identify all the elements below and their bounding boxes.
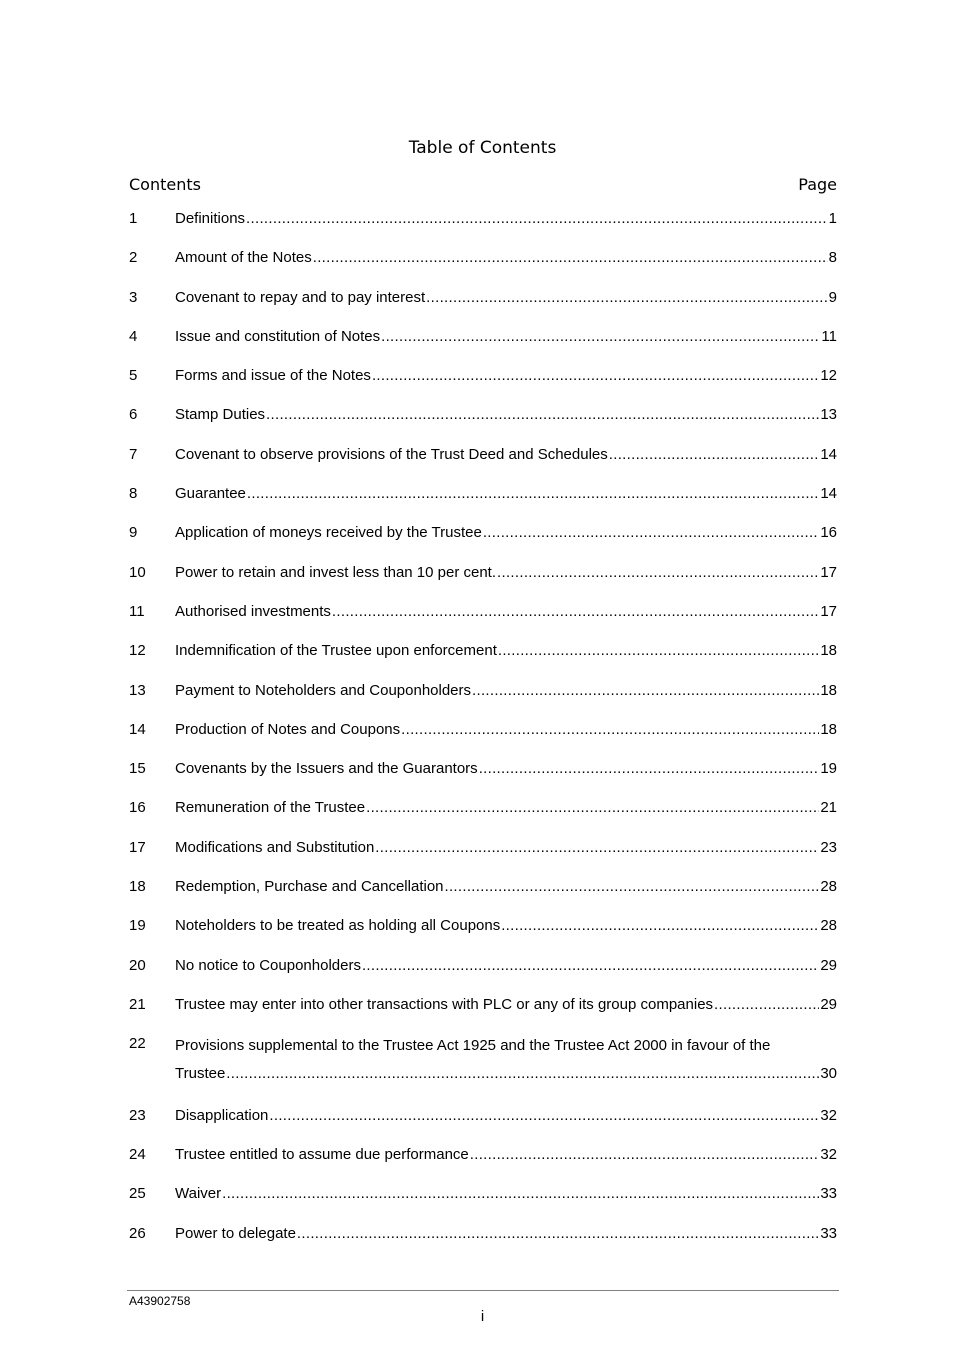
toc-entry-number: 3 xyxy=(129,288,138,306)
dot-leader xyxy=(362,954,819,978)
toc-entry-page: 33 xyxy=(820,1185,837,1203)
toc-entry-12[interactable] xyxy=(129,639,837,663)
toc-entry-16[interactable] xyxy=(129,796,837,820)
document-reference: A43902758 xyxy=(129,1294,191,1308)
contents-column-heading: Contents xyxy=(129,175,201,194)
toc-entry-title-line1: Provisions supplemental to the Trustee Act 1925 and the Trustee Act 2000 in favour of the xyxy=(175,1037,771,1055)
dot-leader xyxy=(246,207,828,231)
toc-entry-number: 13 xyxy=(129,681,146,699)
dot-leader xyxy=(366,796,819,820)
toc-entry-number: 19 xyxy=(129,917,146,935)
toc-entry-8[interactable] xyxy=(129,482,837,506)
toc-entry-title: Covenant to observe provisions of the Trust Deed and Schedules xyxy=(175,445,608,463)
dot-leader xyxy=(222,1182,819,1206)
toc-entry-page: 29 xyxy=(820,995,837,1013)
toc-entry-25[interactable] xyxy=(129,1182,837,1206)
dot-leader xyxy=(247,482,819,506)
toc-entry-page: 17 xyxy=(820,563,837,581)
toc-entry-18[interactable] xyxy=(129,875,837,899)
toc-entry-page: 33 xyxy=(820,1224,837,1242)
dot-leader xyxy=(498,639,819,663)
dot-leader xyxy=(375,836,819,860)
toc-entry-page: 30 xyxy=(820,1065,837,1083)
dot-leader xyxy=(426,286,827,310)
toc-entry-number: 24 xyxy=(129,1146,146,1164)
toc-entry-page: 8 xyxy=(828,249,837,267)
toc-entry-title: Indemnification of the Trustee upon enforcement xyxy=(175,642,497,660)
toc-entry-page: 14 xyxy=(820,445,837,463)
toc-entry-number: 18 xyxy=(129,878,146,896)
toc-entry-page: 29 xyxy=(820,956,837,974)
toc-entry-page: 9 xyxy=(828,288,837,306)
dot-leader xyxy=(332,600,819,624)
dot-leader xyxy=(381,325,820,349)
dot-leader xyxy=(483,521,819,545)
toc-entry-page: 16 xyxy=(820,524,837,542)
toc-entry-5[interactable] xyxy=(129,364,837,388)
toc-entry-title: Disapplication xyxy=(175,1106,269,1124)
toc-entry-title: Forms and issue of the Notes xyxy=(175,367,371,385)
toc-entry-title: Power to retain and invest less than 10 per cent. xyxy=(175,563,497,581)
toc-entry-page: 32 xyxy=(820,1146,837,1164)
toc-list xyxy=(129,207,837,1261)
toc-entry-number: 4 xyxy=(129,327,138,345)
toc-entry-page: 11 xyxy=(821,327,837,345)
toc-entry-22[interactable] xyxy=(129,1032,837,1088)
toc-entry-title: Covenant to repay and to pay interest xyxy=(175,288,426,306)
toc-entry-page: 14 xyxy=(820,485,837,503)
dot-leader xyxy=(479,757,820,781)
toc-entry-number: 12 xyxy=(129,642,146,660)
toc-entry-2[interactable] xyxy=(129,246,837,270)
toc-entry-title: Remuneration of the Trustee xyxy=(175,799,366,817)
toc-entry-title: Stamp Duties xyxy=(175,406,266,424)
toc-entry-title: Payment to Noteholders and Couponholders xyxy=(175,681,472,699)
dot-leader xyxy=(609,443,820,467)
toc-entry-number: 10 xyxy=(129,563,146,581)
dot-leader xyxy=(372,364,819,388)
dot-leader xyxy=(470,1143,820,1167)
toc-entry-9[interactable] xyxy=(129,521,837,545)
toc-entry-number: 20 xyxy=(129,956,146,974)
toc-entry-title: Production of Notes and Coupons xyxy=(175,720,401,738)
toc-entry-page: 18 xyxy=(820,720,837,738)
toc-entry-number: 11 xyxy=(129,602,145,620)
dot-leader xyxy=(401,718,819,742)
toc-entry-3[interactable] xyxy=(129,286,837,310)
toc-entry-title: Power to delegate xyxy=(175,1224,296,1242)
toc-entry-24[interactable] xyxy=(129,1143,837,1167)
toc-entry-title: Covenants by the Issuers and the Guarantors xyxy=(175,760,478,778)
toc-entry-17[interactable] xyxy=(129,836,837,860)
toc-entry-19[interactable] xyxy=(129,914,837,938)
toc-entry-number: 9 xyxy=(129,524,138,542)
toc-entry-title: Trustee entitled to assume due performance xyxy=(175,1146,469,1164)
toc-entry-page: 28 xyxy=(820,917,837,935)
toc-entry-number: 2 xyxy=(129,249,138,267)
toc-entry-23[interactable] xyxy=(129,1104,837,1128)
toc-entry-number: 8 xyxy=(129,485,138,503)
toc-entry-11[interactable] xyxy=(129,600,837,624)
toc-entry-title: Redemption, Purchase and Cancellation xyxy=(175,878,444,896)
toc-entry-title: Noteholders to be treated as holding all Coupons xyxy=(175,917,501,935)
toc-entry-13[interactable] xyxy=(129,679,837,703)
toc-entry-page: 13 xyxy=(820,406,837,424)
toc-entry-number: 7 xyxy=(129,445,138,463)
dot-leader xyxy=(497,561,819,585)
dot-leader xyxy=(266,403,819,427)
toc-entry-number: 23 xyxy=(129,1106,146,1124)
toc-entry-title: Modifications and Substitution xyxy=(175,838,375,856)
toc-entry-page: 12 xyxy=(820,367,837,385)
toc-entry-21[interactable] xyxy=(129,993,837,1017)
page-number: i xyxy=(480,1308,485,1325)
dot-leader xyxy=(269,1104,819,1128)
toc-entry-number: 22 xyxy=(129,1035,146,1053)
toc-header xyxy=(129,174,837,196)
toc-entry-page: 23 xyxy=(820,838,837,856)
toc-entry-1[interactable] xyxy=(129,207,837,231)
toc-entry-number: 16 xyxy=(129,799,146,817)
toc-entry-number: 1 xyxy=(129,210,138,227)
toc-entry-20[interactable] xyxy=(129,954,837,978)
toc-entry-page: 21 xyxy=(820,799,837,817)
dot-leader xyxy=(226,1060,819,1088)
toc-entry-page: 28 xyxy=(820,878,837,896)
page-title: Table of Contents xyxy=(408,138,557,158)
dot-leader xyxy=(313,246,828,270)
toc-entry-page: 17 xyxy=(820,602,837,620)
dot-leader xyxy=(445,875,820,899)
toc-entry-number: 26 xyxy=(129,1224,146,1242)
toc-entry-6[interactable] xyxy=(129,403,837,427)
toc-entry-number: 15 xyxy=(129,760,146,778)
toc-entry-title: Trustee may enter into other transactions with PLC or any of its group companies xyxy=(175,995,714,1013)
dot-leader xyxy=(472,679,819,703)
toc-entry-number: 14 xyxy=(129,720,146,738)
toc-entry-title: Issue and constitution of Notes xyxy=(175,327,381,345)
dot-leader xyxy=(297,1222,819,1246)
toc-entry-title: Definitions xyxy=(175,210,246,227)
toc-entry-title: Waiver xyxy=(175,1185,222,1203)
toc-entry-page: 18 xyxy=(820,681,837,699)
footer-divider xyxy=(127,1290,839,1291)
toc-entry-page: 18 xyxy=(820,642,837,660)
toc-entry-10[interactable] xyxy=(129,561,837,585)
toc-entry-title: Application of moneys received by the Trustee xyxy=(175,524,482,542)
toc-entry-number: 5 xyxy=(129,367,138,385)
toc-entry-title: Guarantee xyxy=(175,485,246,503)
toc-entry-page: 19 xyxy=(820,760,837,778)
toc-entry-number: 25 xyxy=(129,1185,146,1203)
toc-entry-title: Amount of the Notes xyxy=(175,249,312,267)
dot-leader xyxy=(501,914,819,938)
toc-entry-number: 17 xyxy=(129,838,146,856)
toc-entry-title: Authorised investments xyxy=(175,602,331,620)
toc-entry-number: 21 xyxy=(129,995,146,1013)
toc-entry-title-line2: Trustee xyxy=(175,1065,226,1083)
toc-entry-7[interactable] xyxy=(129,443,837,467)
toc-entry-number: 6 xyxy=(129,406,138,424)
toc-entry-page: 32 xyxy=(820,1106,837,1124)
toc-entry-title: No notice to Couponholders xyxy=(175,956,361,974)
toc-entry-14[interactable] xyxy=(129,718,837,742)
toc-entry-4[interactable] xyxy=(129,325,837,349)
toc-entry-15[interactable] xyxy=(129,757,837,781)
page-column-heading: Page xyxy=(798,175,837,194)
toc-entry-26[interactable] xyxy=(129,1222,837,1246)
toc-entry-page: 1 xyxy=(828,210,837,227)
dot-leader xyxy=(714,993,819,1017)
